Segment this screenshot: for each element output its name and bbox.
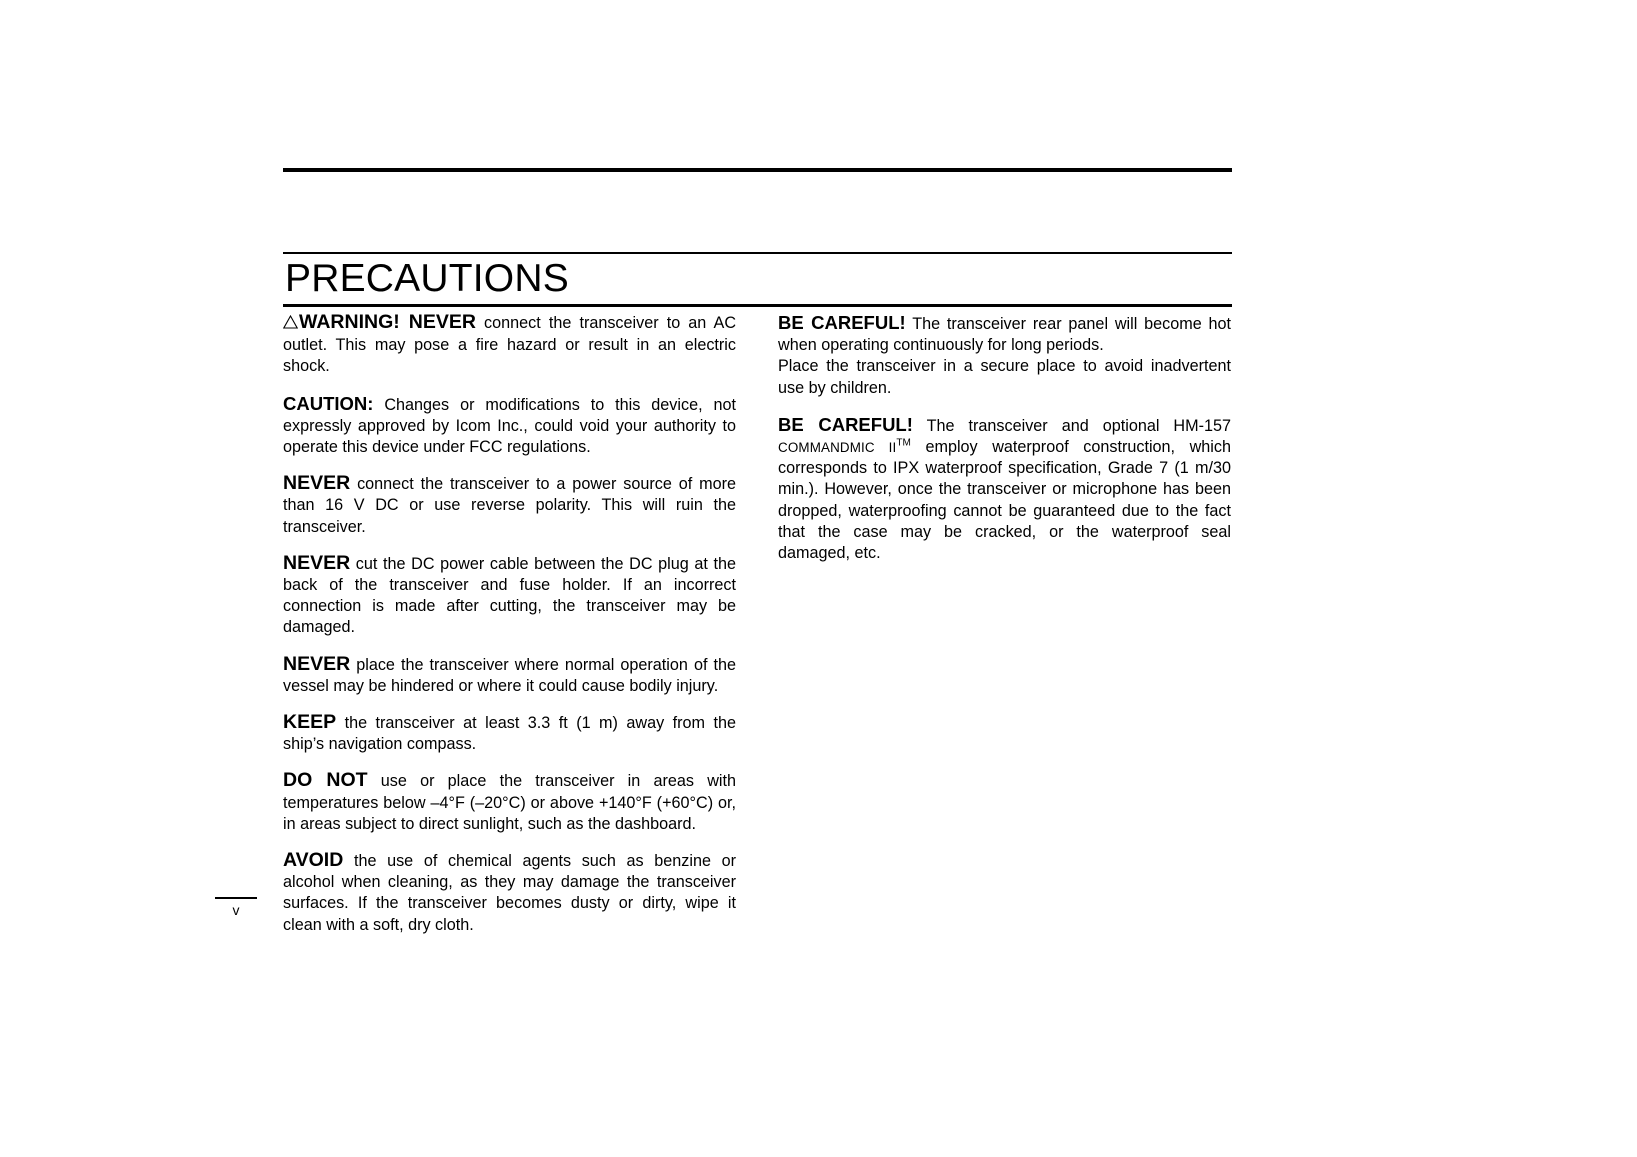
- precaution-body-line-2: Place the transceiver in a secure place to avoid inadvertent use by children.: [778, 357, 1231, 397]
- precaution-lead: BE CAREFUL!: [778, 413, 913, 435]
- precaution-body: use or place the transceiver in areas with temperatures below –4°F (–20°C) or above +140°F (+60°C) or, in areas subject to direct sunlight, such as the dashboard.: [283, 772, 736, 833]
- precaution-lead: WARNING! NEVER: [299, 311, 476, 333]
- precaution-lead: KEEP: [283, 711, 337, 734]
- precaution-lead: NEVER: [283, 472, 351, 495]
- precaution-do-not: [283, 770, 736, 835]
- precaution-lead: NEVER: [283, 652, 351, 675]
- precaution-never-place: [283, 654, 736, 697]
- precaution-body: Changes or modifications to this device, not expressly approved by Icom Inc., could void your authority to operate this device under FCC regulations.: [283, 395, 736, 457]
- left-column: [283, 312, 736, 936]
- precaution-avoid: [283, 850, 736, 936]
- precaution-body: the use of chemical agents such as benzine or alcohol when cleaning, as they may damage the transceiver surfaces. If the transceiver becomes dusty or dirty, wipe it clean with a soft, dry cloth.: [283, 852, 736, 934]
- right-column: [778, 312, 1231, 936]
- body-columns: [283, 312, 1232, 936]
- folio-rule: [215, 897, 257, 899]
- precaution-never-cut-cable: [283, 553, 736, 639]
- trademark-symbol: TM: [896, 437, 911, 449]
- precaution-be-careful-heat: [778, 312, 1231, 399]
- precaution-lead: AVOID: [283, 849, 344, 872]
- precaution-body-part-1: The transceiver and optional HM-157: [912, 416, 1231, 435]
- precaution-body-part-2: employ waterproof construction, which corresponds to IPX waterproof specification, Grade 7 (1 m/30 min.). However, once the transceiver or microphone has been dropped, waterproofing cannot be guaranteed due to the fact that the case may be cracked, or the waterproof seal damaged, etc.: [778, 438, 1232, 563]
- page-heading-block: [283, 252, 1232, 307]
- heading-rule-bottom: [283, 304, 1232, 307]
- page-number: v: [232, 902, 240, 918]
- precaution-caution: [283, 393, 736, 459]
- precaution-be-careful-waterproof: [778, 414, 1231, 564]
- warning-triangle-icon: [283, 314, 298, 335]
- page-title: PRECAUTIONS: [285, 257, 569, 300]
- precaution-body-line-1: The transceiver rear panel will become hot when operating continuously for long periods.: [778, 315, 1231, 355]
- header-rule: [283, 168, 1232, 172]
- precaution-lead: BE CAREFUL!: [778, 312, 906, 333]
- precaution-lead: DO NOT: [283, 769, 368, 792]
- precaution-keep: [283, 712, 736, 755]
- precaution-body: place the transceiver where normal operation of the vessel may be hindered or where it could cause bodily injury.: [283, 655, 736, 695]
- precaution-lead: NEVER: [283, 551, 351, 574]
- precaution-body: connect the transceiver to an AC outlet. This may pose a fire hazard or result in an electric shock.: [283, 314, 737, 376]
- precaution-warning: [283, 312, 736, 378]
- product-name-commandmic: COMMANDMIC II: [778, 440, 897, 456]
- precaution-body: connect the transceiver to a power source of more than 16 V DC or use reverse polarity. This will ruin the transceiver.: [283, 475, 736, 536]
- precaution-never-power-source: [283, 473, 736, 538]
- precaution-lead: CAUTION:: [283, 392, 374, 414]
- precaution-body: the transceiver at least 3.3 ft (1 m) away from the ship’s navigation compass.: [283, 714, 736, 754]
- precaution-body: cut the DC power cable between the DC plug at the back of the transceiver and fuse holder. If an incorrect connection is made after cutting, the transceiver may be damaged.: [283, 554, 736, 637]
- page-folio: [205, 897, 267, 918]
